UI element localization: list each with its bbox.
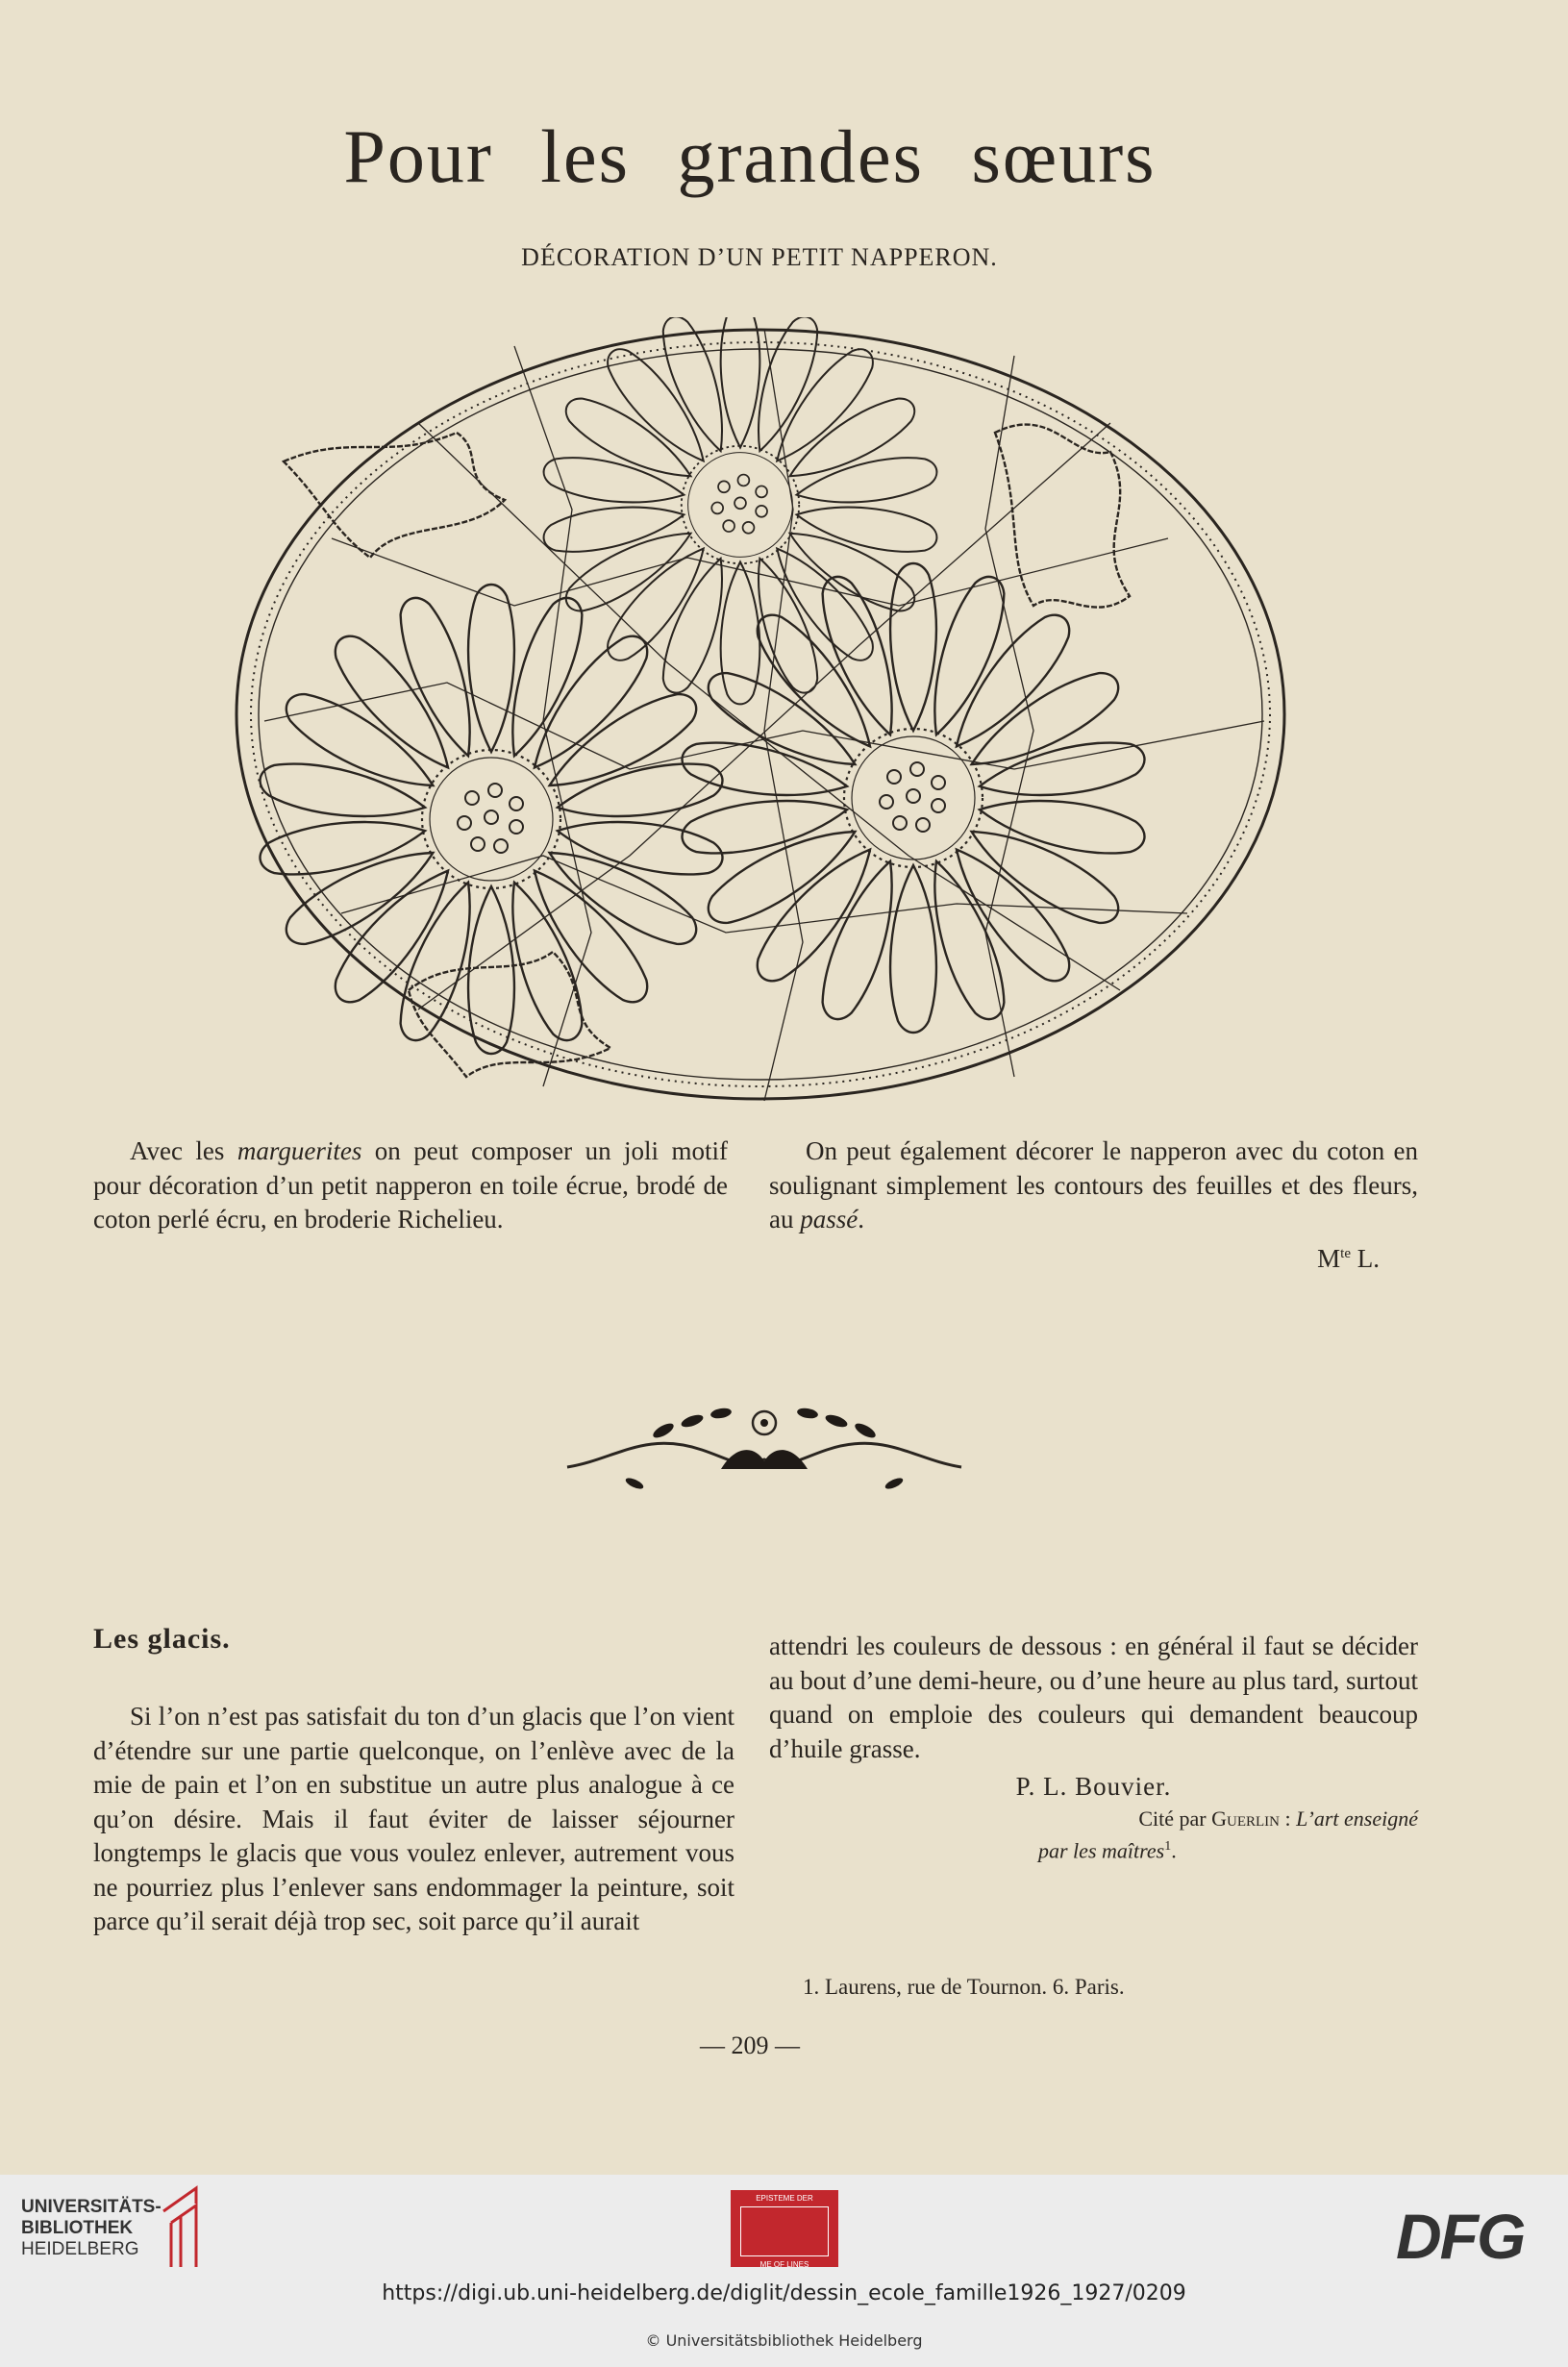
footnote-marker: 1	[1164, 1838, 1172, 1854]
second-text-start: On peut également décorer le napperon avec du coton en soulignant simplement les contours des feuilles et des fleurs, au	[769, 1136, 1418, 1233]
library-line2: BIBLIOTHEK	[21, 2218, 134, 2238]
signature-rest: L.	[1351, 1243, 1380, 1273]
page-subtitle: DÉCORATION D’UN PETIT NAPPERON.	[521, 243, 998, 271]
intro-emphasis: marguerites	[236, 1136, 362, 1165]
page-title: Pour les grandes sœurs	[343, 114, 1157, 198]
library-logo-icon[interactable]	[162, 2184, 200, 2269]
glacis-right-text: attendri les couleurs de dessous : en général il faut se décider au bout d’une demi-heure, ou d’une heure au plus tard, surtout quand on emploie des couleurs qui demandent beaucoup d’huile grasse.	[769, 1632, 1418, 1763]
episteme-logo-bottom: ME OF LINES	[759, 2260, 809, 2269]
citation	[769, 1805, 1418, 1832]
library-line1: UNIVERSITÄTS-	[21, 2197, 162, 2217]
citation-work-line1: L’art enseigné	[1296, 1806, 1418, 1831]
page-number: — 209 —	[700, 2031, 800, 2059]
permalink-url[interactable]: https://digi.ub.uni-heidelberg.de/diglit/dessin_ecole_famille1926_1927/0209	[382, 2281, 1186, 2305]
signature-sup: te	[1340, 1245, 1351, 1261]
doily-illustration	[226, 317, 1293, 1115]
second-text-end: .	[858, 1205, 864, 1233]
intro-text-end: on peut composer un joli motif pour décoration d’un petit napperon en toile écrue, brodé de coton perlé écru, en broderie Richelieu.	[93, 1136, 728, 1233]
citation-author: Guerlin	[1211, 1806, 1280, 1831]
episteme-logo-emblem	[740, 2206, 829, 2256]
citation-sep: :	[1279, 1806, 1297, 1831]
author: P. L. Bouvier.	[1015, 1772, 1172, 1801]
library-logo-text[interactable]	[21, 2197, 162, 2260]
signature	[769, 1237, 1418, 1277]
episteme-logo-top: EPISTEME DER	[756, 2194, 813, 2203]
signature-initial: M	[1317, 1243, 1341, 1273]
left-column-intro	[93, 1134, 728, 1237]
episteme-logo[interactable]	[731, 2190, 838, 2267]
library-line3: HEIDELBERG	[21, 2239, 139, 2259]
footnote: 1. Laurens, rue de Tournon. 6. Paris.	[803, 1975, 1125, 1999]
second-emphasis: passé	[800, 1205, 859, 1233]
glacis-right-column	[769, 1630, 1418, 1864]
glacis-left-column	[93, 1700, 734, 1939]
citation-work-line2: par les maîtres	[1038, 1837, 1165, 1862]
ornament-vignette	[538, 1392, 990, 1512]
section-heading: Les glacis.	[93, 1623, 231, 1655]
copyright-notice: © Universitätsbibliothek Heidelberg	[645, 2331, 923, 2350]
intro-text-start: Avec les	[130, 1136, 237, 1165]
citation-line2	[769, 1832, 1418, 1864]
right-column-intro	[769, 1134, 1418, 1276]
citation-end: .	[1171, 1837, 1177, 1862]
dfg-logo[interactable]: DFG	[1396, 2201, 1525, 2272]
glacis-left-text: Si l’on n’est pas satisfait du ton d’un glacis que l’on vient d’étendre sur une partie quelconque, on l’enlève avec de la mie de pain et l’on en substitue un autre plus analogue à ce qu’on désire. Mais il faut éviter de laisser séjourner longtemps le glacis que vous voulez enlever, autrement vous ne pourriez plus l’enlever sans endommager la peinture, soit parce qu’il serait déjà trop sec, soit parce qu’il aurait	[93, 1702, 734, 1935]
citation-prefix: Cité par	[1138, 1806, 1212, 1831]
